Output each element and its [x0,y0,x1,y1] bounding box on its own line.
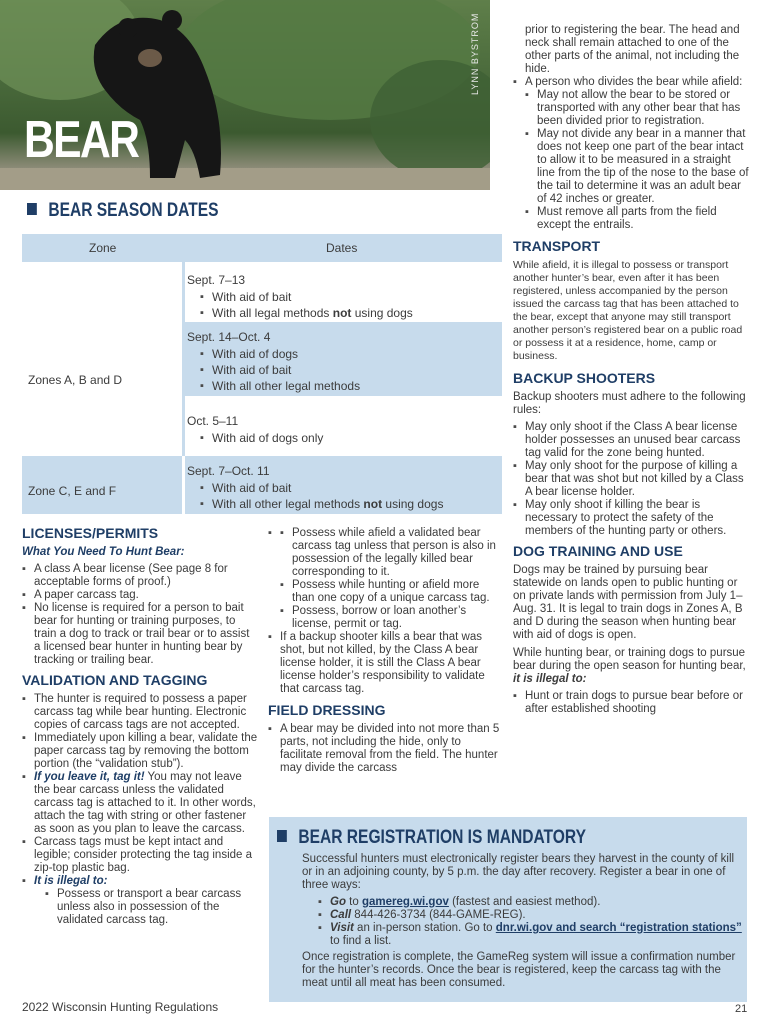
footer-title: 2022 Wisconsin Hunting Regulations [22,1000,219,1014]
registration-outro: Once registration is complete, the GameReg system will issue a confirmation number for the hunter’s records. Once the bear is registered, keep the carcass tag with the meat until all meat has been consumed. [302,951,736,989]
list-item: ▪ No license is required for a person to bait bear for hunting or training purposes, to train a dog to track or trail bear or to assist a licensed bear hunter in hunting bear by tracking or trailing bear. [22,602,258,667]
transport-paragraph: While afield, it is illegal to possess or transport another hunter’s bear, even after it has been registered, unless accompanied by the person issued the carcass tag that has been attached to the bear, except that anyone may still transport another person’s registered bear on a public road or possess it at a residence, home, camp or business. [513,259,743,362]
list-item: ▪ Must remove all parts from the field except the entrails. [525,206,749,232]
dates-block [185,402,502,456]
hero-photo [0,0,490,190]
list-item: ▪ With aid of dogs only [200,430,502,446]
list-item: ▪ With all other legal methods not using dogs [200,496,502,512]
square-bullet-icon [277,830,287,842]
dates-block [185,322,502,396]
licenses-heading: LICENSES/PERMITS [22,525,159,541]
transport-heading: TRANSPORT [513,238,601,254]
list-item: ▪ Visit an in-person station. Go to dnr.wi.gov and search “registration stations” to find a list. [318,922,742,948]
middle-column [268,527,504,775]
col-zone-header: Zone [89,241,117,255]
registration-heading: BEAR REGISTRATION IS MANDATORY [277,827,586,849]
list-item: ▪ With aid of dogs [200,346,502,362]
dog-training-heading: DOG TRAINING AND USE [513,543,683,559]
list-item: ▪ Carcass tags must be kept intact and legible; consider protecting the tag inside a zip-top plastic bag. [22,836,258,875]
divider [182,262,185,456]
photo-credit: LYNN BYSTROM [470,12,480,95]
list-item: ▪ May only shoot for the purpose of killing a bear that was shot but not killed by a Class A bear license holder. [513,460,749,499]
list-item: ▪ With aid of bait [200,362,502,378]
date-range: Oct. 5–11 [187,414,239,428]
field-dressing-heading: FIELD DRESSING [268,702,386,718]
list-item: ▪ Go to gamereg.wi.gov (fastest and easiest method). [318,896,742,909]
left-column [22,527,258,927]
registration-intro: Successful hunters must electronically register bears they harvest in the county of kill or in an adjoining county, by 5 p.m. the day after recovery. Register a bear in one of three ways: [302,853,735,891]
list-item: ▪ If you leave it, tag it! You may not leave the bear carcass unless the validated carcass tag is attached to it. In other words, attach the tag with string or other fastener as soon as you plan to leave the carcass. [22,771,258,836]
gamereg-link[interactable]: gamereg.wi.gov [361,896,449,908]
registration-box [269,817,747,1002]
square-bullet-icon [27,203,37,215]
zone-abd: Zones A, B and D [22,373,182,387]
date-range: Sept. 7–Oct. 11 [187,464,270,478]
list-item: ▪ May not divide any bear in a manner that does not keep one part of the bear intact to allow it to be measured in a straight line from the tip of the nose to the base of the tail to determine it was an adult bear of 42 inches or greater. [525,128,749,206]
dates-block [185,456,502,514]
list-item: ▪ ▪ Possess while afield a validated bear carcass tag unless that person is also in possession of the legally killed bear corresponding to it. [280,527,504,579]
list-item: ▪ A class A bear license (See page 8 for acceptable forms of proof.) [22,563,258,589]
validation-heading: VALIDATION AND TAGGING [22,672,208,688]
list-item: ▪ A person who divides the bear while afield: ▪ May not allow the bear to be stored or transported with any other bear that has been divided prior to registration. ▪ May not divide any bear in a manner that does not keep one part of the bear intact to allow it to be measured in a straight line from the tip of the nose to the base of the tail to determine it was an adult bear of 42 inches or greater. ▪ Must remove all parts from the field except the entrails. [513,76,749,232]
dog-paragraph: Dogs may be trained by pursuing bear statewide on lands open to public hunting or on private lands with permission from July 1–Aug. 31. It is legal to train dogs in Zones A, B and D during the season when hunting bear with aid of dogs is open. [513,564,743,641]
backup-intro: Backup shooters must adhere to the following rules: [513,391,746,416]
zone-cef: Zone C, E and F [28,484,117,498]
list-item: ▪ Possess, borrow or loan another’s license, permit or tag. [280,605,504,631]
list-item: ▪ Immediately upon killing a bear, validate the paper carcass tag by removing the bottom portion (the “validation stub”). [22,732,258,771]
date-range: Sept. 14–Oct. 4 [187,330,271,344]
list-item: ▪ Possess while hunting or afield more than one copy of a unique carcass tag. [280,579,504,605]
list-item: ▪ With all other legal methods [200,378,502,394]
list-item: ▪ The hunter is required to possess a paper carcass tag while bear hunting. Electronic copies of carcass tags are not accepted. [22,693,258,732]
right-column [513,24,749,716]
list-item [268,527,504,631]
continued-text: prior to registering the bear. The head and neck shall remain attached to one of the other parts of the animal, not including the hide. [525,24,740,75]
list-item: ▪ With aid of bait [200,480,502,496]
list-item: ▪ With all legal methods not using dogs [200,305,502,321]
list-item: ▪ A bear may be divided into not more than 5 parts, not including the hide, only to facilitate removal from the field. The hunter may divide the carcass [268,723,504,775]
registration-body [302,853,742,990]
table-header [22,234,502,262]
list-item: ▪ With aid of bait [200,289,502,305]
dnr-link[interactable]: dnr.wi.gov and search “registration stations” [495,922,742,934]
page-title: BEAR [24,111,139,169]
page-number: 21 [735,1003,748,1015]
list-item: ▪ If a backup shooter kills a bear that was shot, but not killed, by the Class A bear license holder, it is still the Class A bear license holder’s responsibility to validate that carcass tag. [268,631,504,696]
list-item: ▪ May only shoot if killing the bear is necessary to protect the safety of the members of the hunting party or others. [513,499,749,538]
backup-heading: BACKUP SHOOTERS [513,370,656,386]
licenses-subheading: What You Need To Hunt Bear: [22,546,185,558]
list-item: ▪ May only shoot if the Class A bear license holder possesses an unused bear carcass tag valid for the zone being hunted. [513,421,749,460]
col-dates-header: Dates [326,241,358,255]
divider [22,456,182,457]
list-item: ▪ May not allow the bear to be stored or transported with any other bear that has been divided prior to registration. [525,89,749,128]
list-item: ▪ Call 844-426-3734 (844-GAME-REG). [318,909,742,922]
list-item: ▪ Hunt or train dogs to pursue bear before or after established shooting [513,690,749,716]
season-dates-heading: BEAR SEASON DATES [27,200,219,222]
date-range: Sept. 7–13 [187,273,246,287]
season-table [22,234,502,514]
dog-paragraph-2: While hunting bear, or training dogs to pursue bear during the open season for hunting bear, it is illegal to: [513,647,746,685]
list-item: ▪ A paper carcass tag. [22,589,258,602]
dates-block [185,265,502,322]
list-item: ▪ It is illegal to: ▪ Possess or transport a bear carcass unless also in possession of the validated carcass tag. [22,875,258,927]
list-item: ▪ Possess or transport a bear carcass unless also in possession of the validated carcass tag. [45,888,258,927]
